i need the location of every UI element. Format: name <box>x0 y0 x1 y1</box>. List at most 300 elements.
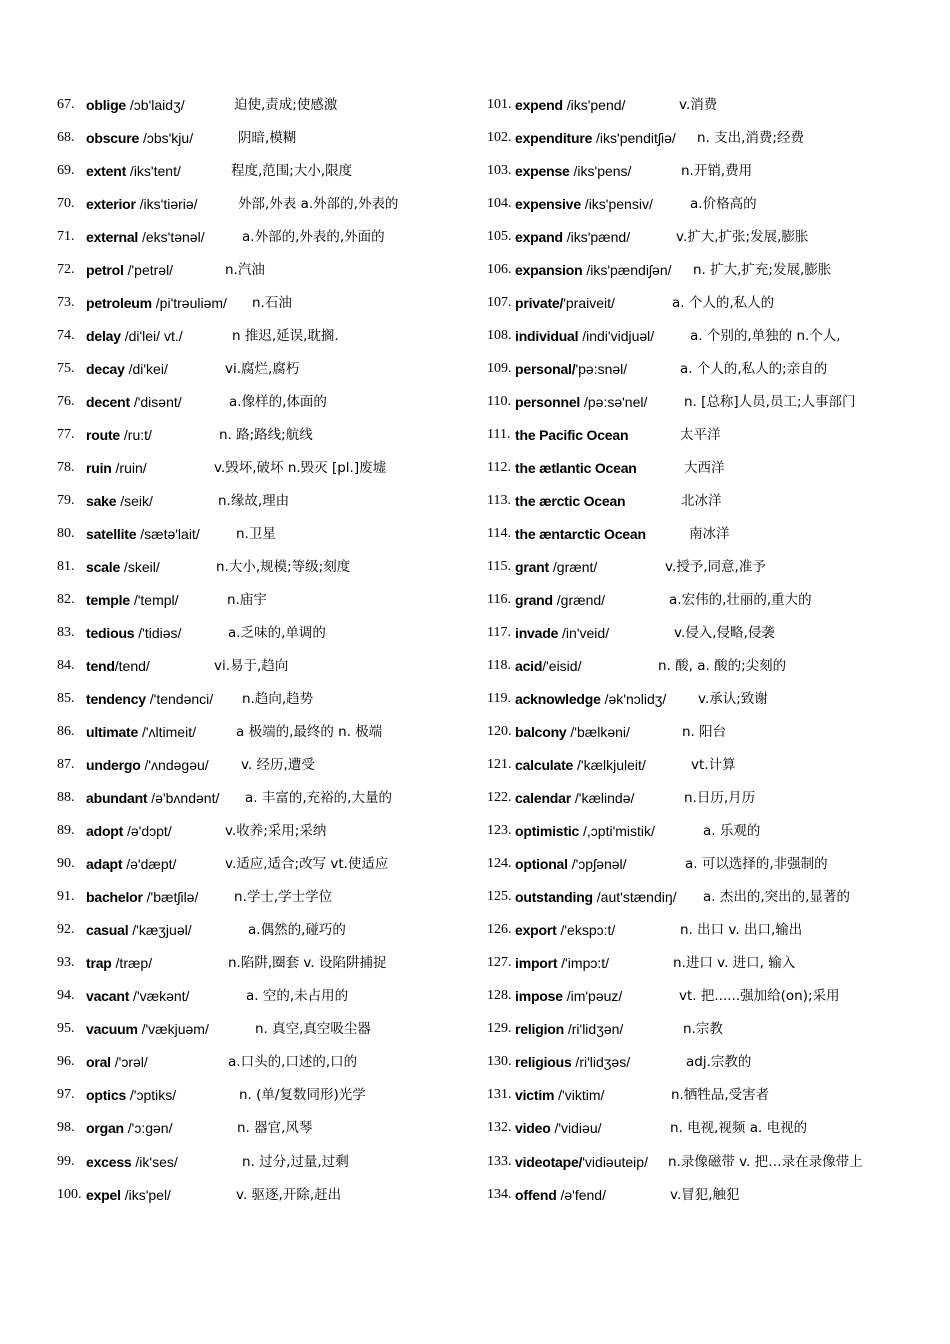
entry-number: 91. <box>57 889 75 905</box>
vocab-entry <box>487 424 927 457</box>
entry-meaning: vi.腐烂,腐朽 <box>225 361 300 378</box>
entry-meaning: n. 电视,视频 a. 电视的 <box>670 1120 808 1137</box>
vocab-entry <box>57 1184 477 1217</box>
entry-word: the Pacific Ocean <box>515 427 629 444</box>
entry-number: 95. <box>57 1021 75 1037</box>
entry-number: 128. <box>487 988 512 1004</box>
vocab-entry <box>57 160 477 193</box>
entry-word: impose <box>515 988 563 1005</box>
entry-word: adopt <box>86 823 124 840</box>
entry-meaning: vi.易于,趋向 <box>214 658 289 675</box>
entry-phonetic: /ri'lidʒəs/ <box>571 1054 631 1071</box>
entry-phonetic: /'ekspɔ:t/ <box>556 922 616 939</box>
vocab-entry <box>487 1117 927 1150</box>
entry-meaning: n. 器官,风琴 <box>237 1120 313 1137</box>
entry-number: 110. <box>487 394 511 410</box>
entry-meaning: a.乏味的,单调的 <box>228 625 326 642</box>
entry-phonetic: /in'veid/ <box>558 625 610 642</box>
entry-phonetic: /ru:t/ <box>120 427 152 444</box>
entry-phonetic: /skeil/ <box>120 559 160 576</box>
entry-headword <box>86 919 192 941</box>
entry-word: calendar <box>515 790 571 807</box>
entry-meaning: a. 空的,未占用的 <box>246 988 349 1005</box>
entry-word: expensive <box>515 196 581 213</box>
entry-meaning: 程度,范围;大小,限度 <box>231 163 353 180</box>
entry-meaning: v.消费 <box>679 97 718 113</box>
entry-headword <box>515 193 653 215</box>
entry-word: satellite <box>86 526 137 543</box>
entry-phonetic: /iks'tiəriə/ <box>135 196 198 213</box>
vocab-entry <box>57 127 477 160</box>
entry-phonetic: /'petrəl/ <box>123 262 174 279</box>
entry-phonetic: /sætə'lait/ <box>136 526 200 543</box>
entry-headword <box>86 853 176 875</box>
entry-headword <box>86 1151 178 1173</box>
vocab-entry <box>487 160 927 193</box>
entry-word: petrol <box>86 262 124 279</box>
entry-headword <box>515 820 655 842</box>
entry-headword <box>86 523 200 545</box>
entry-headword <box>86 985 189 1007</box>
entry-number: 87. <box>57 757 75 773</box>
vocab-entry <box>57 424 477 457</box>
entry-number: 85. <box>57 691 75 707</box>
entry-phonetic: /aut'stændiŋ/ <box>592 889 677 906</box>
entry-word: offend <box>515 1186 557 1203</box>
entry-word: expenditure <box>515 130 593 147</box>
entry-word: grant <box>515 559 550 576</box>
entry-meaning: v.冒犯,触犯 <box>670 1186 740 1203</box>
entry-word: optional <box>515 856 568 873</box>
entry-meaning: n.牺牲品,受害者 <box>671 1087 770 1104</box>
entry-number: 92. <box>57 922 75 938</box>
entry-phonetic: /'ʌltimeit/ <box>138 724 196 741</box>
entry-meaning: v. 驱逐,开除,赶出 <box>236 1186 342 1203</box>
entry-headword <box>86 1018 209 1040</box>
entry-number: 67. <box>57 97 75 112</box>
vocab-entry <box>57 754 477 787</box>
entry-number: 107. <box>487 295 512 311</box>
entry-phonetic: /'tidiəs/ <box>134 625 182 642</box>
entry-number: 79. <box>57 493 75 509</box>
entry-meaning: v.适应,适合;改写 vt.使适应 <box>225 856 389 873</box>
entry-number: 121. <box>487 757 512 773</box>
entry-word: private/ <box>515 295 564 312</box>
vocab-entry <box>57 853 477 886</box>
entry-meaning: 阴暗,模糊 <box>238 130 297 147</box>
vocab-entry <box>487 820 927 853</box>
entry-number: 114. <box>487 526 511 542</box>
entry-word: oral <box>86 1054 111 1071</box>
entry-headword <box>86 1051 148 1073</box>
entry-number: 132. <box>487 1120 512 1136</box>
entry-phonetic: /'disənt/ <box>129 394 182 411</box>
entry-meaning: n.日历,月历 <box>684 790 756 807</box>
vocab-entry <box>57 1018 477 1051</box>
vocab-entry <box>487 94 927 127</box>
vocab-entry <box>487 655 927 688</box>
vocab-entry <box>487 325 927 358</box>
entry-number: 77. <box>57 427 75 443</box>
vocab-entry <box>487 1084 927 1117</box>
entry-headword <box>515 1051 630 1073</box>
entry-phonetic: /iks'pend/ <box>562 97 626 113</box>
entry-word: the ærctic Ocean <box>515 493 626 510</box>
entry-headword <box>86 259 173 281</box>
right-column <box>487 94 927 1217</box>
entry-number: 72. <box>57 262 75 278</box>
entry-phonetic: /iks'pensiv/ <box>580 196 653 213</box>
entry-headword <box>86 160 181 182</box>
entry-phonetic: /'eisid/ <box>542 658 582 675</box>
entry-word: the ætlantic Ocean <box>515 460 637 477</box>
entry-word: excess <box>86 1153 132 1170</box>
entry-number: 130. <box>487 1054 512 1070</box>
entry-phonetic: /pə:sə'nel/ <box>580 394 648 411</box>
entry-word: expand <box>515 229 563 246</box>
entry-meaning: v.侵入,侵略,侵袭 <box>674 625 775 642</box>
entry-number: 118. <box>487 658 511 674</box>
entry-number: 117. <box>487 625 511 641</box>
entry-headword <box>86 1184 171 1206</box>
vocab-entry <box>57 226 477 259</box>
entry-meaning: a. 丰富的,充裕的,大量的 <box>245 790 392 807</box>
entry-phonetic: /eks'tənəl/ <box>138 229 205 246</box>
entry-headword <box>515 556 597 578</box>
entry-number: 71. <box>57 229 75 245</box>
entry-headword <box>86 424 152 446</box>
entry-word: expansion <box>515 262 583 279</box>
entry-phonetic: /iks'pel/ <box>120 1186 171 1203</box>
entry-number: 134. <box>487 1186 512 1202</box>
entry-phonetic: /'vækənt/ <box>129 988 190 1005</box>
entry-meaning: a 极端的,最终的 n. 极端 <box>236 724 383 741</box>
entry-meaning: v.收养;采用;采纳 <box>225 823 327 840</box>
vocab-entry <box>487 688 927 721</box>
entry-number: 105. <box>487 229 512 245</box>
vocab-entry <box>487 589 927 622</box>
entry-number: 68. <box>57 130 75 146</box>
entry-headword <box>86 292 227 314</box>
vocab-entry <box>57 622 477 655</box>
entry-headword <box>86 820 172 842</box>
vocab-entry <box>487 787 927 820</box>
entry-phonetic: /træp/ <box>111 955 153 972</box>
entry-number: 119. <box>487 691 511 707</box>
entry-headword <box>515 1084 604 1106</box>
entry-word: optics <box>86 1087 127 1104</box>
entry-headword <box>86 721 196 743</box>
vocab-entry <box>57 391 477 424</box>
entry-number: 115. <box>487 559 511 575</box>
entry-word: acknowledge <box>515 691 601 708</box>
entry-number: 103. <box>487 163 512 179</box>
entry-meaning: adj.宗教的 <box>686 1054 752 1071</box>
entry-phonetic: /ɔbs'kju/ <box>139 130 194 147</box>
entry-headword <box>86 655 150 677</box>
entry-meaning: n. (单/复数同形)光学 <box>239 1087 366 1104</box>
entry-number: 89. <box>57 823 75 839</box>
entry-word: vacuum <box>86 1021 138 1038</box>
entry-number: 94. <box>57 988 75 1004</box>
entry-number: 109. <box>487 361 512 377</box>
entry-word: route <box>86 427 121 444</box>
entry-number: 78. <box>57 460 75 476</box>
entry-number: 108. <box>487 328 512 344</box>
entry-meaning: v.授予,同意,准予 <box>665 559 766 576</box>
entry-headword <box>86 622 181 644</box>
entry-meaning: n.录像磁带 v. 把…录在录像带上 <box>668 1153 863 1170</box>
entry-number: 101. <box>487 97 512 112</box>
entry-phonetic: /di'lei/ vt./ <box>120 328 183 345</box>
entry-word: scale <box>86 559 121 576</box>
entry-word: personnel <box>515 394 581 411</box>
entry-headword <box>86 457 147 479</box>
vocab-entry <box>57 193 477 226</box>
entry-meaning: n. 支出,消费;经费 <box>697 130 804 147</box>
vocab-entry <box>57 94 477 127</box>
entry-number: 106. <box>487 262 512 278</box>
entry-word: decay <box>86 361 125 378</box>
entry-meaning: n. 过分,过量,过剩 <box>242 1153 349 1170</box>
entry-word: oblige <box>86 97 127 113</box>
entry-meaning: n.庙宇 <box>227 592 267 609</box>
entry-headword <box>86 193 198 215</box>
vocab-entry <box>487 919 927 952</box>
entry-word: adapt <box>86 856 123 873</box>
entry-meaning: vt. 把......强加给(on);采用 <box>679 988 840 1005</box>
vocab-entry <box>57 1084 477 1117</box>
entry-headword <box>515 457 637 479</box>
entry-meaning: a.外部的,外表的,外面的 <box>242 229 385 246</box>
entry-word: outstanding <box>515 889 593 906</box>
vocab-entry <box>57 655 477 688</box>
entry-number: 75. <box>57 361 75 377</box>
entry-number: 80. <box>57 526 75 542</box>
vocab-entry <box>57 259 477 292</box>
entry-headword <box>515 985 622 1007</box>
entry-headword <box>515 424 628 446</box>
entry-phonetic: /iks'tent/ <box>126 163 181 180</box>
entry-number: 104. <box>487 196 512 212</box>
entry-meaning: n.宗教 <box>683 1021 723 1038</box>
vocab-entry <box>487 490 927 523</box>
entry-meaning: n.进口 v. 进口, 输入 <box>673 955 796 972</box>
entry-number: 102. <box>487 130 512 146</box>
entry-headword <box>86 556 160 578</box>
vocab-entry <box>487 853 927 886</box>
entry-meaning: n.开销,费用 <box>681 163 753 180</box>
entry-headword <box>86 589 179 611</box>
vocab-entry <box>57 358 477 391</box>
entry-meaning: n.大小,规模;等级;刻度 <box>216 559 351 576</box>
entry-phonetic: /'ɔpʃənəl/ <box>567 856 627 873</box>
entry-word: import <box>515 955 558 972</box>
vocab-entry <box>57 523 477 556</box>
entry-meaning: v.扩大,扩张;发展,膨胀 <box>676 229 809 246</box>
entry-phonetic: /ik'ses/ <box>131 1153 178 1170</box>
entry-word: decent <box>86 394 130 411</box>
entry-phonetic: /'kæʒjuəl/ <box>128 922 192 939</box>
entry-word: tendency <box>86 691 146 708</box>
entry-phonetic: /'bælkəni/ <box>566 724 630 741</box>
entry-headword <box>515 226 630 248</box>
vocab-entry <box>57 589 477 622</box>
entry-headword <box>515 688 666 710</box>
entry-phonetic: /'vidiəu/ <box>550 1120 602 1137</box>
entry-meaning: a.像样的,体面的 <box>229 394 327 411</box>
entry-headword <box>515 358 627 380</box>
entry-headword <box>515 622 609 644</box>
entry-word: calculate <box>515 757 574 774</box>
entry-number: 113. <box>487 493 511 509</box>
entry-word: undergo <box>86 757 141 774</box>
entry-word: tedious <box>86 625 135 642</box>
entry-word: acid <box>515 658 543 675</box>
entry-number: 127. <box>487 955 512 971</box>
entry-meaning: 外部,外表 a.外部的,外表的 <box>238 196 399 213</box>
entry-number: 86. <box>57 724 75 740</box>
entry-meaning: n.陷阱,圈套 v. 设陷阱捕捉 <box>228 955 387 972</box>
entry-word: videotape/ <box>515 1153 583 1170</box>
vocab-entry <box>487 127 927 160</box>
vocab-entry <box>487 523 927 556</box>
entry-meaning: n.缘故,理由 <box>218 493 290 510</box>
vocab-entry <box>57 919 477 952</box>
entry-word: external <box>86 229 139 246</box>
entry-headword <box>515 1184 606 1206</box>
entry-meaning: n. 出口 v. 出口,输出 <box>680 922 803 939</box>
entry-word: individual <box>515 328 579 345</box>
entry-phonetic: 'praiveit/ <box>563 295 615 312</box>
entry-word: expend <box>515 97 563 113</box>
entry-number: 124. <box>487 856 512 872</box>
vocab-entry <box>57 820 477 853</box>
entry-word: video <box>515 1120 551 1137</box>
entry-number: 98. <box>57 1120 75 1136</box>
entry-headword <box>515 919 615 941</box>
entry-phonetic: /ɔb'laidʒ/ <box>126 97 185 113</box>
entry-number: 125. <box>487 889 512 905</box>
entry-meaning: vt.计算 <box>691 757 736 774</box>
entry-word: expense <box>515 163 570 180</box>
entry-word: organ <box>86 1120 124 1137</box>
entry-word: abundant <box>86 790 148 807</box>
entry-headword <box>86 754 209 776</box>
entry-meaning: a.口头的,口述的,口的 <box>228 1054 358 1071</box>
vocab-entry <box>487 259 927 292</box>
entry-phonetic: /ə'bʌndənt/ <box>147 790 220 807</box>
entry-headword <box>86 688 213 710</box>
entry-word: victim <box>515 1087 555 1104</box>
entry-phonetic: /'tendənci/ <box>145 691 214 708</box>
vocab-entry <box>57 952 477 985</box>
vocab-entry <box>57 985 477 1018</box>
vocab-entry <box>57 457 477 490</box>
entry-word: invade <box>515 625 559 642</box>
entry-headword <box>515 523 646 545</box>
entry-meaning: n.趋向,趋势 <box>242 691 314 708</box>
entry-number: 90. <box>57 856 75 872</box>
entry-phonetic: /seik/ <box>116 493 153 510</box>
entry-meaning: n. 扩大,扩充;发展,膨胀 <box>693 262 832 279</box>
entry-phonetic: /ə'dæpt/ <box>122 856 177 873</box>
vocab-entry <box>487 1151 927 1184</box>
entry-meaning: a. 乐观的 <box>703 823 761 840</box>
entry-headword <box>86 1117 172 1139</box>
entry-phonetic: /'ʌndəgəu/ <box>140 757 209 774</box>
entry-number: 116. <box>487 592 511 608</box>
entry-number: 126. <box>487 922 512 938</box>
entry-headword <box>515 754 646 776</box>
entry-word: vacant <box>86 988 130 1005</box>
entry-headword <box>515 1117 602 1139</box>
entry-meaning: a.宏伟的,壮丽的,重大的 <box>669 592 812 609</box>
entry-meaning: 南冰洋 <box>689 526 730 543</box>
vocab-entry <box>487 391 927 424</box>
entry-phonetic: /tend/ <box>114 658 150 675</box>
entry-meaning: a. 个人的,私人的 <box>672 295 775 312</box>
entry-word: expel <box>86 1186 121 1203</box>
entry-number: 73. <box>57 295 75 311</box>
entry-meaning: a. 杰出的,突出的,显著的 <box>703 889 850 906</box>
entry-word: exterior <box>86 196 136 213</box>
entry-phonetic: /grænd/ <box>552 592 606 609</box>
vocab-entry <box>57 688 477 721</box>
entry-phonetic: /'ɔ:gən/ <box>123 1120 173 1137</box>
entry-number: 133. <box>487 1153 512 1169</box>
entry-number: 112. <box>487 460 511 476</box>
entry-word: grand <box>515 592 553 609</box>
vocab-entry <box>57 1051 477 1084</box>
entry-headword <box>86 325 183 347</box>
entry-meaning: v. 经历,遭受 <box>241 757 315 774</box>
entry-headword <box>86 358 168 380</box>
entry-phonetic: /pi'trəuliəm/ <box>151 295 227 312</box>
entry-headword <box>86 127 193 149</box>
entry-phonetic: /'kælində/ <box>571 790 635 807</box>
entry-headword <box>86 952 152 974</box>
entry-word: ruin <box>86 460 112 477</box>
entry-word: ultimate <box>86 724 139 741</box>
entry-meaning: n. [总称]人员,员工;人事部门 <box>684 394 856 411</box>
entry-headword <box>515 325 654 347</box>
left-column <box>57 94 477 1217</box>
entry-number: 74. <box>57 328 75 344</box>
entry-headword <box>515 853 627 875</box>
entry-number: 88. <box>57 790 75 806</box>
entry-phonetic: /iks'pænd/ <box>562 229 631 246</box>
entry-phonetic: /'kælkjuleit/ <box>573 757 646 774</box>
entry-meaning: a. 个别的,单独的 n.个人, <box>690 328 841 345</box>
entry-headword <box>515 787 634 809</box>
entry-word: obscure <box>86 130 140 147</box>
entry-word: religion <box>515 1021 564 1038</box>
entry-number: 100. <box>57 1186 82 1202</box>
entry-phonetic: /ə'dɔpt/ <box>123 823 172 840</box>
entry-meaning: n. 真空,真空吸尘器 <box>255 1021 371 1038</box>
entry-phonetic: /ə'fend/ <box>556 1186 606 1203</box>
entry-phonetic: /iks'penditʃiə/ <box>592 130 676 147</box>
entry-number: 120. <box>487 724 512 740</box>
vocab-entry <box>57 1117 477 1150</box>
entry-headword <box>515 1151 648 1173</box>
entry-word: petroleum <box>86 295 152 312</box>
entry-meaning: 北冰洋 <box>681 493 722 510</box>
entry-headword <box>515 292 615 314</box>
entry-meaning: n. 酸, a. 酸的;尖刻的 <box>658 658 787 675</box>
entry-headword <box>515 589 605 611</box>
